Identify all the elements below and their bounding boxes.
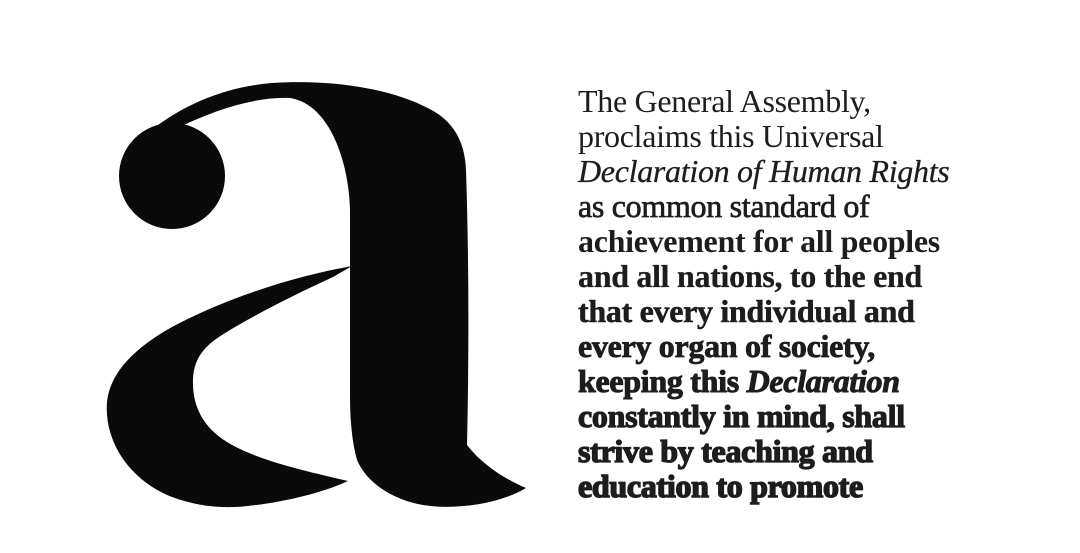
- line-text-regular: proclaims this Universal: [578, 118, 884, 154]
- paragraph-line: [578, 189, 1058, 224]
- paragraph-line: [578, 469, 1058, 504]
- line-text-regular: achievement for all peoples: [578, 223, 940, 259]
- declaration-paragraph: [578, 84, 1058, 504]
- line-text-italic: Declaration: [746, 363, 900, 399]
- line-text-regular: as common standard of: [578, 188, 870, 224]
- paragraph-line: [578, 294, 1058, 329]
- line-text-regular: education to promote: [578, 468, 863, 504]
- paragraph-line: [578, 259, 1058, 294]
- line-text-regular: constantly in mind, shall: [578, 398, 905, 434]
- paragraph-line: [578, 224, 1058, 259]
- line-text-regular: and all nations, to the end: [578, 258, 922, 294]
- paragraph-line: [578, 154, 1058, 189]
- line-text-regular: every organ of society,: [578, 328, 876, 364]
- line-text-regular: The General Assembly,: [578, 83, 871, 119]
- line-text-regular: that every individual and: [578, 293, 915, 329]
- paragraph-line: [578, 399, 1058, 434]
- bowl-shape: [107, 266, 352, 507]
- paragraph-line: [578, 329, 1058, 364]
- line-text-italic: Declaration of Human Rights: [578, 153, 950, 189]
- ball-terminal-shape: [119, 123, 225, 229]
- line-text-regular: keeping this: [578, 363, 747, 399]
- line-text-regular: strive by teaching and: [578, 433, 873, 469]
- paragraph-line: [578, 434, 1058, 469]
- paragraph-line: [578, 84, 1058, 119]
- paragraph-line: [578, 364, 1058, 399]
- paragraph-line: [578, 119, 1058, 154]
